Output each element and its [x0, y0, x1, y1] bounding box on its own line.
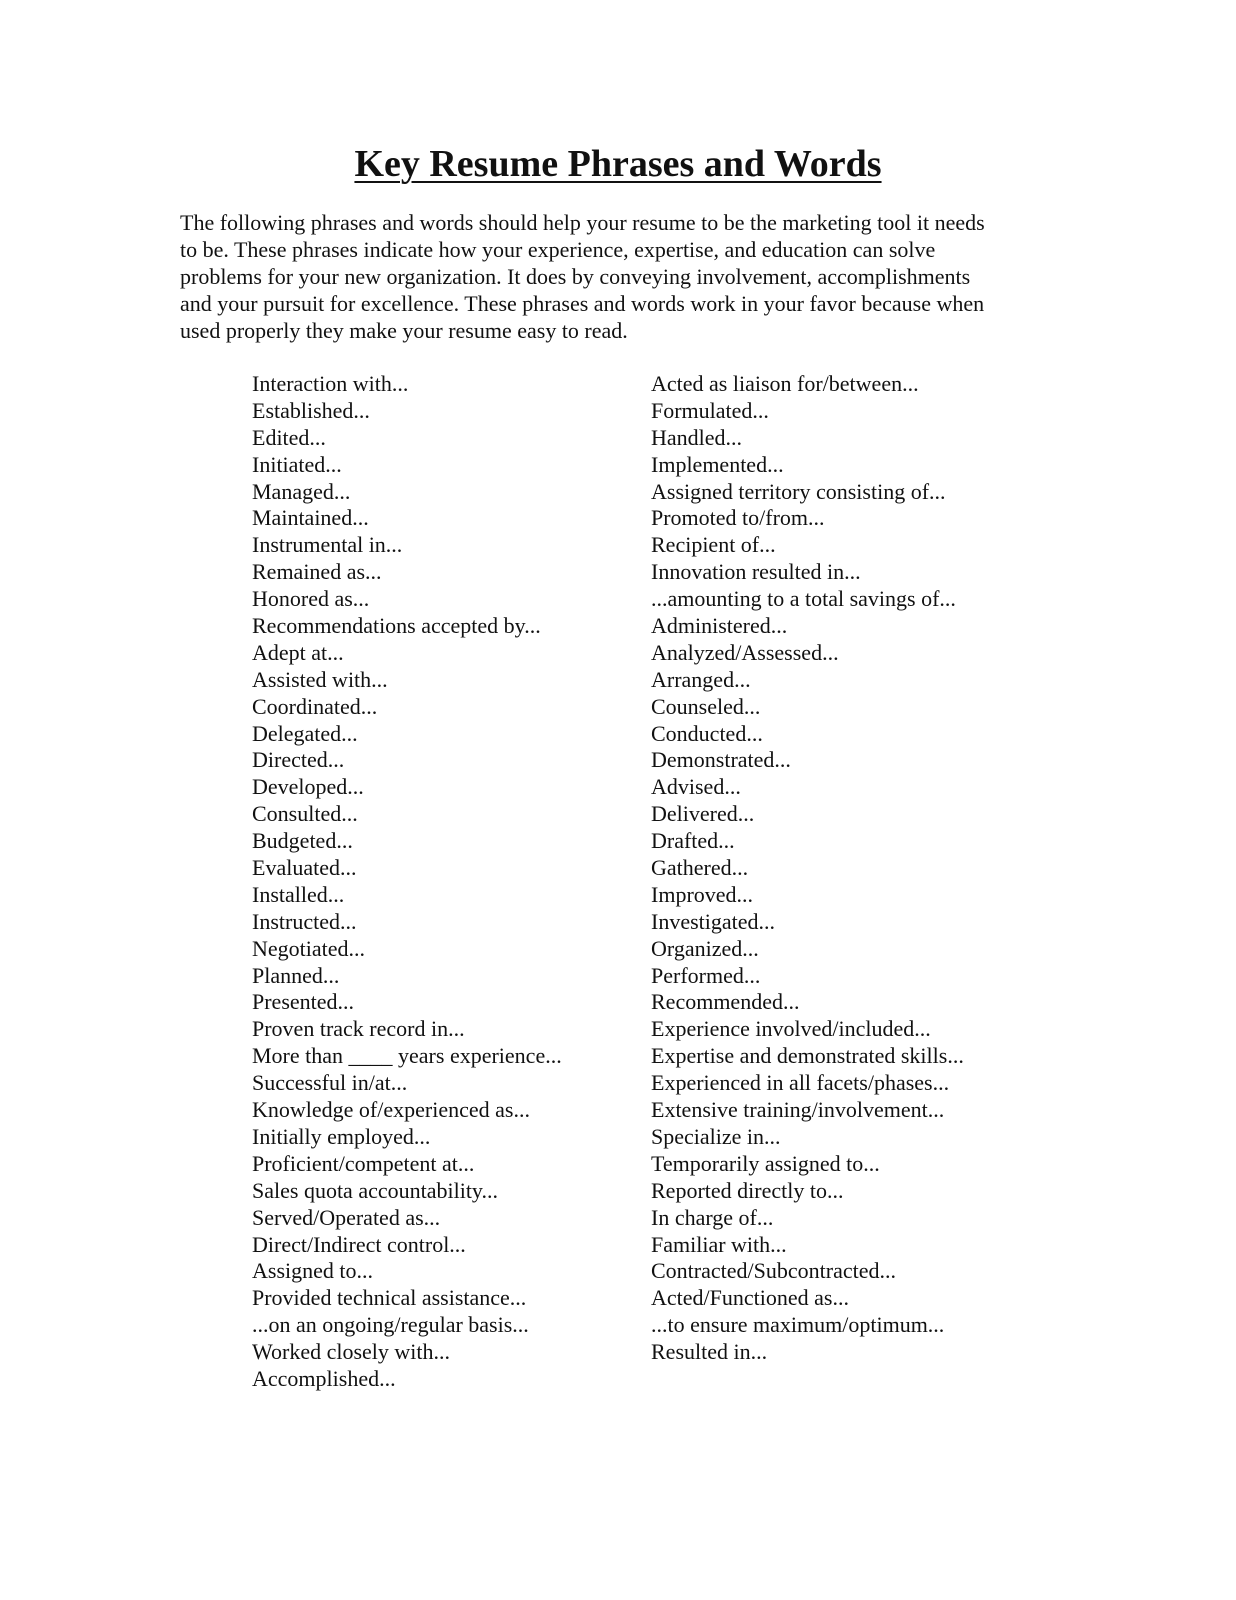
- phrase-item: Experience involved/included...: [651, 1016, 931, 1042]
- phrase-item: Budgeted...: [252, 828, 353, 854]
- phrase-item: Expertise and demonstrated skills...: [651, 1043, 964, 1069]
- phrase-item: ...amounting to a total savings of...: [651, 586, 956, 612]
- phrase-item: Proven track record in...: [252, 1016, 465, 1042]
- phrase-item: Contracted/Subcontracted...: [651, 1258, 896, 1284]
- phrase-item: Provided technical assistance...: [252, 1285, 527, 1311]
- phrase-item: Implemented...: [651, 451, 784, 477]
- phrase-item: Arranged...: [651, 666, 751, 692]
- phrase-item: Recipient of...: [651, 532, 776, 558]
- phrase-item: Drafted...: [651, 828, 735, 854]
- phrase-item: Familiar with...: [651, 1231, 787, 1257]
- phrase-item: Managed...: [252, 478, 351, 504]
- phrase-item: Improved...: [651, 881, 754, 907]
- phrase-item: Temporarily assigned to...: [651, 1150, 880, 1176]
- phrase-item: Acted as liaison for/between...: [651, 371, 919, 396]
- phrase-item: Assigned to...: [252, 1258, 373, 1284]
- intro-line: used properly they make your resume easy to read.: [180, 318, 628, 343]
- phrase-item: Gathered...: [651, 855, 749, 881]
- phrase-item: Specialize in...: [651, 1123, 781, 1149]
- phrase-item: Promoted to/from...: [651, 505, 825, 531]
- phrase-item: Instrumental in...: [252, 532, 403, 558]
- phrase-item: Sales quota accountability...: [252, 1177, 499, 1203]
- intro-line: The following phrases and words should help your resume to be the marketing tool it needs: [180, 210, 985, 235]
- phrase-item: Served/Operated as...: [252, 1204, 441, 1230]
- phrase-item: Successful in/at...: [252, 1070, 408, 1096]
- phrase-item: Initially employed...: [252, 1123, 431, 1149]
- phrase-item: Directed...: [252, 747, 345, 773]
- phrase-item: Demonstrated...: [651, 747, 791, 773]
- phrase-item: ...to ensure maximum/optimum...: [651, 1312, 945, 1338]
- phrase-item: Honored as...: [252, 586, 370, 612]
- phrase-item: Proficient/competent at...: [252, 1150, 475, 1176]
- phrase-item: Handled...: [651, 424, 743, 450]
- phrase-item: Negotiated...: [252, 935, 366, 961]
- phrase-item: Administered...: [651, 613, 788, 639]
- phrase-item: Recommended...: [651, 989, 800, 1015]
- phrase-item: Assigned territory consisting of...: [651, 478, 946, 504]
- phrase-item: Established...: [252, 397, 370, 423]
- phrase-item: Remained as...: [252, 559, 382, 585]
- phrase-item: Direct/Indirect control...: [252, 1231, 466, 1257]
- phrase-item: ...on an ongoing/regular basis...: [252, 1312, 529, 1338]
- phrase-item: Innovation resulted in...: [651, 559, 861, 585]
- phrase-item: Extensive training/involvement...: [651, 1097, 945, 1123]
- phrase-item: Analyzed/Assessed...: [651, 639, 839, 665]
- phrase-item: More than ____ years experience...: [252, 1043, 562, 1069]
- phrase-item: Recommendations accepted by...: [252, 613, 541, 639]
- intro-paragraph: [180, 209, 1050, 344]
- phrase-item: Planned...: [252, 962, 340, 988]
- phrase-item: Presented...: [252, 989, 355, 1015]
- phrase-item: Knowledge of/experienced as...: [252, 1097, 530, 1123]
- phrase-item: Adept at...: [252, 639, 344, 665]
- intro-line: and your pursuit for excellence. These phrases and words work in your favor because when: [180, 291, 985, 316]
- phrase-item: Assisted with...: [252, 666, 388, 692]
- phrase-list-left: [252, 371, 632, 1393]
- phrase-item: Experienced in all facets/phases...: [651, 1070, 950, 1096]
- phrase-item: Delivered...: [651, 801, 755, 827]
- phrase-item: In charge of...: [651, 1204, 774, 1230]
- intro-line: to be. These phrases indicate how your experience, expertise, and education can solve: [180, 237, 936, 262]
- phrase-item: Initiated...: [252, 451, 342, 477]
- phrase-item: Installed...: [252, 881, 345, 907]
- intro-line: problems for your new organization. It does by conveying involvement, accomplishments: [180, 264, 971, 289]
- phrase-item: Investigated...: [651, 908, 776, 934]
- phrase-item: Reported directly to...: [651, 1177, 844, 1203]
- phrase-item: Maintained...: [252, 505, 369, 531]
- phrase-item: Consulted...: [252, 801, 358, 827]
- phrase-item: Accomplished...: [252, 1365, 396, 1391]
- phrase-item: Evaluated...: [252, 855, 357, 881]
- phrase-item: Organized...: [651, 935, 759, 961]
- phrase-item: Edited...: [252, 424, 326, 450]
- phrase-item: Performed...: [651, 962, 761, 988]
- phrase-item: Conducted...: [651, 720, 763, 746]
- phrase-item: Resulted in...: [651, 1339, 768, 1365]
- phrase-item: Delegated...: [252, 720, 358, 746]
- phrase-item: Acted/Functioned as...: [651, 1285, 849, 1311]
- phrase-item: Advised...: [651, 774, 741, 800]
- phrase-item: Worked closely with...: [252, 1339, 451, 1365]
- phrase-item: Counseled...: [651, 693, 761, 719]
- phrase-item: Formulated...: [651, 397, 769, 423]
- phrase-item: Developed...: [252, 774, 364, 800]
- page-title: Key Resume Phrases and Words: [354, 143, 882, 185]
- phrase-list-right: [651, 371, 1071, 1366]
- phrase-item: Instructed...: [252, 908, 357, 934]
- phrase-item: Interaction with...: [252, 371, 409, 396]
- phrase-item: Coordinated...: [252, 693, 378, 719]
